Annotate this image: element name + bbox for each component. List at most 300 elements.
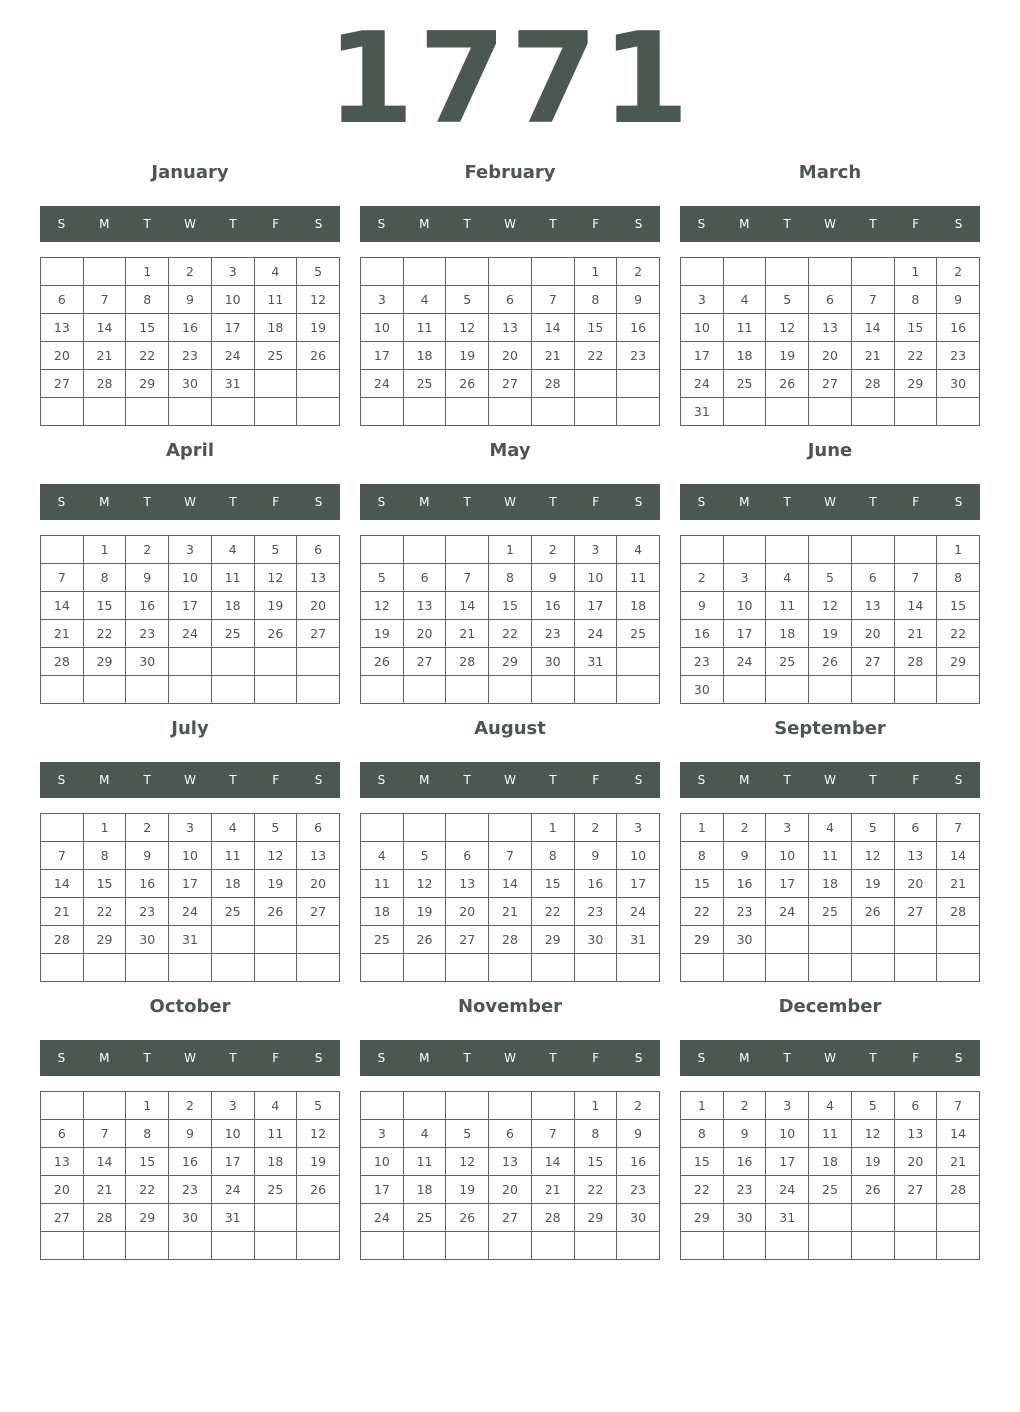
weekday-label: T <box>229 217 237 231</box>
day-cell <box>446 536 489 564</box>
day-cell: 8 <box>681 842 724 870</box>
day-cell <box>403 398 446 426</box>
day-cell: 24 <box>766 1176 809 1204</box>
weekday-label: S <box>697 1051 706 1065</box>
day-cell: 14 <box>83 314 126 342</box>
day-cell: 2 <box>723 1092 766 1120</box>
weekday-header <box>680 484 980 520</box>
day-cell: 3 <box>766 1092 809 1120</box>
day-cell <box>361 398 404 426</box>
day-cell: 26 <box>403 926 446 954</box>
day-cell: 5 <box>254 814 297 842</box>
day-cell: 29 <box>126 1204 169 1232</box>
day-cell <box>254 370 297 398</box>
weekday-label: F <box>272 495 280 509</box>
day-grid <box>680 813 980 982</box>
day-cell: 21 <box>531 1176 574 1204</box>
day-cell: 29 <box>574 1204 617 1232</box>
day-cell <box>723 398 766 426</box>
weekday-label: T <box>143 217 151 231</box>
week-row <box>41 898 340 926</box>
day-cell: 23 <box>937 342 980 370</box>
day-cell: 21 <box>41 620 84 648</box>
day-cell <box>617 398 660 426</box>
day-cell <box>446 676 489 704</box>
day-cell <box>41 398 84 426</box>
day-cell: 2 <box>681 564 724 592</box>
day-cell <box>809 398 852 426</box>
day-cell: 22 <box>489 620 532 648</box>
day-cell: 12 <box>403 870 446 898</box>
day-cell: 26 <box>297 342 340 370</box>
weekday-label: T <box>229 1051 237 1065</box>
day-cell: 6 <box>297 536 340 564</box>
day-cell <box>403 1232 446 1260</box>
day-cell: 25 <box>211 898 254 926</box>
day-cell: 14 <box>41 870 84 898</box>
weekday-label: W <box>824 773 836 787</box>
day-cell: 28 <box>489 926 532 954</box>
weekday-header <box>360 206 660 242</box>
day-cell: 11 <box>403 314 446 342</box>
day-cell: 25 <box>254 1176 297 1204</box>
day-cell: 22 <box>681 1176 724 1204</box>
day-cell: 21 <box>83 342 126 370</box>
day-cell: 30 <box>126 926 169 954</box>
day-cell <box>403 1092 446 1120</box>
day-cell: 28 <box>937 1176 980 1204</box>
day-cell <box>574 954 617 982</box>
day-cell: 29 <box>83 648 126 676</box>
day-cell: 11 <box>403 1148 446 1176</box>
day-cell <box>723 954 766 982</box>
month-title: July <box>171 718 209 739</box>
day-cell: 19 <box>851 1148 894 1176</box>
month-title: October <box>149 996 231 1017</box>
day-cell <box>446 1092 489 1120</box>
day-cell: 19 <box>297 314 340 342</box>
day-cell: 22 <box>681 898 724 926</box>
day-cell: 27 <box>894 1176 937 1204</box>
day-cell <box>297 926 340 954</box>
day-cell <box>83 1092 126 1120</box>
weekday-label: F <box>592 217 600 231</box>
day-cell: 14 <box>489 870 532 898</box>
day-cell: 21 <box>937 870 980 898</box>
day-cell: 28 <box>41 648 84 676</box>
day-cell <box>361 1092 404 1120</box>
day-cell: 23 <box>126 898 169 926</box>
day-cell: 2 <box>617 1092 660 1120</box>
day-cell: 29 <box>531 926 574 954</box>
day-cell: 17 <box>574 592 617 620</box>
day-cell: 25 <box>809 1176 852 1204</box>
day-cell: 8 <box>531 842 574 870</box>
weekday-label: W <box>184 1051 196 1065</box>
day-cell: 29 <box>681 926 724 954</box>
day-cell: 14 <box>446 592 489 620</box>
weekday-label: M <box>419 1051 430 1065</box>
week-row <box>361 314 660 342</box>
day-cell <box>809 258 852 286</box>
day-cell: 24 <box>169 898 212 926</box>
day-cell: 19 <box>446 342 489 370</box>
day-cell: 25 <box>403 370 446 398</box>
day-cell: 9 <box>617 286 660 314</box>
day-cell <box>403 676 446 704</box>
day-cell: 3 <box>574 536 617 564</box>
day-cell <box>361 814 404 842</box>
week-row <box>361 592 660 620</box>
day-cell: 29 <box>83 926 126 954</box>
day-cell <box>297 370 340 398</box>
day-cell <box>574 1232 617 1260</box>
weekday-label: M <box>739 217 750 231</box>
day-cell: 20 <box>894 870 937 898</box>
day-cell: 30 <box>169 1204 212 1232</box>
day-cell <box>489 1092 532 1120</box>
day-cell <box>361 258 404 286</box>
weekday-label: M <box>99 217 110 231</box>
week-row <box>361 814 660 842</box>
week-row <box>361 564 660 592</box>
day-cell: 7 <box>531 1120 574 1148</box>
week-row <box>41 258 340 286</box>
day-cell <box>574 398 617 426</box>
day-cell: 3 <box>211 258 254 286</box>
day-cell <box>937 1232 980 1260</box>
day-cell: 26 <box>446 370 489 398</box>
weekday-label: T <box>783 773 791 787</box>
day-cell <box>681 258 724 286</box>
day-cell: 12 <box>254 842 297 870</box>
month-title: June <box>807 440 853 461</box>
day-cell: 23 <box>617 342 660 370</box>
day-cell: 2 <box>531 536 574 564</box>
weekday-label: S <box>377 495 386 509</box>
day-cell: 16 <box>681 620 724 648</box>
day-cell: 9 <box>617 1120 660 1148</box>
day-cell: 23 <box>169 1176 212 1204</box>
day-cell: 28 <box>531 370 574 398</box>
day-cell: 17 <box>617 870 660 898</box>
day-cell <box>809 676 852 704</box>
day-cell: 24 <box>361 1204 404 1232</box>
day-cell: 2 <box>723 814 766 842</box>
day-cell: 24 <box>211 342 254 370</box>
day-cell: 15 <box>531 870 574 898</box>
day-cell: 29 <box>126 370 169 398</box>
week-row <box>361 342 660 370</box>
day-cell: 6 <box>894 1092 937 1120</box>
day-cell: 26 <box>254 620 297 648</box>
weekday-header <box>40 1040 340 1076</box>
day-cell <box>851 258 894 286</box>
day-cell: 18 <box>617 592 660 620</box>
day-cell <box>851 954 894 982</box>
week-row <box>681 286 980 314</box>
weekday-header <box>680 762 980 798</box>
day-cell: 17 <box>211 1148 254 1176</box>
day-cell: 9 <box>531 564 574 592</box>
day-cell <box>254 954 297 982</box>
day-cell: 27 <box>809 370 852 398</box>
weekday-label: S <box>954 495 963 509</box>
day-cell: 16 <box>723 1148 766 1176</box>
weekday-label: T <box>869 495 877 509</box>
weekday-label: W <box>504 1051 516 1065</box>
day-cell: 21 <box>41 898 84 926</box>
day-cell: 12 <box>851 1120 894 1148</box>
weekday-header <box>40 484 340 520</box>
day-cell <box>766 954 809 982</box>
week-row <box>41 398 340 426</box>
day-grid <box>40 813 340 982</box>
weekday-label: T <box>869 217 877 231</box>
day-cell: 2 <box>937 258 980 286</box>
day-cell <box>169 648 212 676</box>
weekday-label: T <box>143 495 151 509</box>
day-cell: 13 <box>489 314 532 342</box>
week-row <box>681 620 980 648</box>
day-cell: 5 <box>446 1120 489 1148</box>
month-title: March <box>798 162 862 183</box>
week-row <box>41 564 340 592</box>
weekday-label: S <box>57 1051 66 1065</box>
weekday-label: T <box>783 495 791 509</box>
day-cell: 1 <box>126 1092 169 1120</box>
day-cell <box>297 1204 340 1232</box>
day-cell <box>297 954 340 982</box>
day-cell: 27 <box>297 620 340 648</box>
day-cell: 23 <box>531 620 574 648</box>
day-cell: 31 <box>211 1204 254 1232</box>
day-cell: 12 <box>446 314 489 342</box>
day-cell <box>531 1232 574 1260</box>
day-cell: 2 <box>169 258 212 286</box>
day-cell: 22 <box>937 620 980 648</box>
day-grid <box>680 1091 980 1260</box>
day-cell <box>894 1232 937 1260</box>
day-cell: 17 <box>723 620 766 648</box>
weekday-label: T <box>549 773 557 787</box>
day-cell: 8 <box>489 564 532 592</box>
day-cell <box>254 1232 297 1260</box>
week-row <box>681 564 980 592</box>
day-cell: 21 <box>531 342 574 370</box>
day-cell: 17 <box>361 1176 404 1204</box>
day-cell: 30 <box>937 370 980 398</box>
day-cell: 25 <box>617 620 660 648</box>
day-cell: 16 <box>126 592 169 620</box>
weekday-label: S <box>697 773 706 787</box>
day-cell: 11 <box>361 870 404 898</box>
week-row <box>41 286 340 314</box>
day-cell: 31 <box>681 398 724 426</box>
weekday-label: W <box>184 217 196 231</box>
weekday-header <box>360 1040 660 1076</box>
day-cell: 7 <box>83 1120 126 1148</box>
day-cell: 24 <box>361 370 404 398</box>
weekday-label: T <box>549 217 557 231</box>
week-row <box>361 370 660 398</box>
day-cell: 5 <box>446 286 489 314</box>
week-row <box>361 258 660 286</box>
day-cell <box>766 536 809 564</box>
day-cell: 23 <box>169 342 212 370</box>
day-cell: 11 <box>723 314 766 342</box>
day-cell: 12 <box>297 286 340 314</box>
day-cell <box>169 954 212 982</box>
day-cell: 31 <box>617 926 660 954</box>
day-cell <box>41 814 84 842</box>
day-cell <box>617 954 660 982</box>
day-grid <box>360 535 660 704</box>
week-row <box>681 1120 980 1148</box>
day-cell: 3 <box>211 1092 254 1120</box>
day-cell: 1 <box>126 258 169 286</box>
weekday-label: S <box>634 495 643 509</box>
day-cell <box>766 1232 809 1260</box>
day-cell: 6 <box>446 842 489 870</box>
day-cell: 15 <box>681 870 724 898</box>
day-cell: 28 <box>83 370 126 398</box>
day-cell <box>937 954 980 982</box>
day-cell <box>681 1232 724 1260</box>
day-cell <box>41 536 84 564</box>
day-cell: 11 <box>254 286 297 314</box>
day-cell <box>617 648 660 676</box>
day-cell: 7 <box>937 1092 980 1120</box>
weekday-label: S <box>377 773 386 787</box>
day-cell: 6 <box>894 814 937 842</box>
day-cell <box>617 370 660 398</box>
weekday-label: S <box>314 1051 323 1065</box>
day-cell <box>574 676 617 704</box>
day-cell: 12 <box>766 314 809 342</box>
day-cell <box>254 648 297 676</box>
weekday-label: W <box>184 495 196 509</box>
weekday-label: T <box>229 773 237 787</box>
day-cell <box>766 398 809 426</box>
week-row <box>361 870 660 898</box>
day-cell: 14 <box>894 592 937 620</box>
month-title: May <box>489 440 531 461</box>
weekday-label: T <box>783 217 791 231</box>
weekday-label: F <box>272 217 280 231</box>
day-cell: 8 <box>894 286 937 314</box>
weekday-label: M <box>99 773 110 787</box>
day-cell <box>361 676 404 704</box>
day-cell: 17 <box>169 870 212 898</box>
week-row <box>681 898 980 926</box>
day-cell: 6 <box>851 564 894 592</box>
week-row <box>361 620 660 648</box>
day-cell: 5 <box>851 1092 894 1120</box>
day-cell: 31 <box>169 926 212 954</box>
day-cell <box>723 676 766 704</box>
day-cell: 4 <box>403 286 446 314</box>
day-cell <box>894 1204 937 1232</box>
day-cell: 13 <box>894 1120 937 1148</box>
day-cell <box>403 258 446 286</box>
week-row <box>41 592 340 620</box>
day-cell: 30 <box>169 370 212 398</box>
day-cell <box>41 1092 84 1120</box>
week-row <box>41 814 340 842</box>
weekday-label: M <box>419 217 430 231</box>
day-cell <box>211 1232 254 1260</box>
day-cell: 10 <box>766 1120 809 1148</box>
day-cell: 5 <box>766 286 809 314</box>
day-cell: 22 <box>531 898 574 926</box>
day-cell: 31 <box>766 1204 809 1232</box>
day-cell: 17 <box>681 342 724 370</box>
day-cell: 11 <box>766 592 809 620</box>
day-cell <box>211 954 254 982</box>
week-row <box>681 842 980 870</box>
day-grid <box>40 535 340 704</box>
day-cell: 30 <box>531 648 574 676</box>
day-cell <box>489 398 532 426</box>
week-row <box>41 870 340 898</box>
weekday-label: F <box>272 1051 280 1065</box>
day-cell: 4 <box>809 1092 852 1120</box>
day-cell <box>83 258 126 286</box>
day-cell: 16 <box>574 870 617 898</box>
day-cell: 8 <box>83 564 126 592</box>
day-cell <box>489 814 532 842</box>
day-cell <box>361 1232 404 1260</box>
day-cell: 16 <box>169 314 212 342</box>
day-cell <box>254 676 297 704</box>
day-cell <box>41 258 84 286</box>
day-cell: 23 <box>574 898 617 926</box>
day-cell <box>894 398 937 426</box>
day-cell <box>489 954 532 982</box>
day-cell: 29 <box>681 1204 724 1232</box>
day-cell: 9 <box>723 842 766 870</box>
day-cell <box>723 1232 766 1260</box>
day-cell <box>169 676 212 704</box>
day-cell: 10 <box>169 842 212 870</box>
day-cell: 23 <box>617 1176 660 1204</box>
day-cell: 18 <box>403 342 446 370</box>
day-cell: 24 <box>574 620 617 648</box>
day-cell: 13 <box>894 842 937 870</box>
weekday-label: S <box>954 773 963 787</box>
day-cell: 19 <box>809 620 852 648</box>
day-cell: 8 <box>83 842 126 870</box>
day-cell: 18 <box>766 620 809 648</box>
day-cell: 16 <box>617 1148 660 1176</box>
week-row <box>681 926 980 954</box>
week-row <box>41 1092 340 1120</box>
day-cell: 19 <box>361 620 404 648</box>
day-cell: 1 <box>574 258 617 286</box>
day-cell <box>723 258 766 286</box>
weekday-label: S <box>634 773 643 787</box>
day-grid <box>360 813 660 982</box>
day-cell: 26 <box>851 898 894 926</box>
day-cell <box>254 1204 297 1232</box>
day-cell: 6 <box>489 286 532 314</box>
day-cell: 8 <box>574 286 617 314</box>
day-cell: 9 <box>169 286 212 314</box>
day-cell: 29 <box>489 648 532 676</box>
day-cell <box>361 954 404 982</box>
day-cell: 30 <box>723 1204 766 1232</box>
